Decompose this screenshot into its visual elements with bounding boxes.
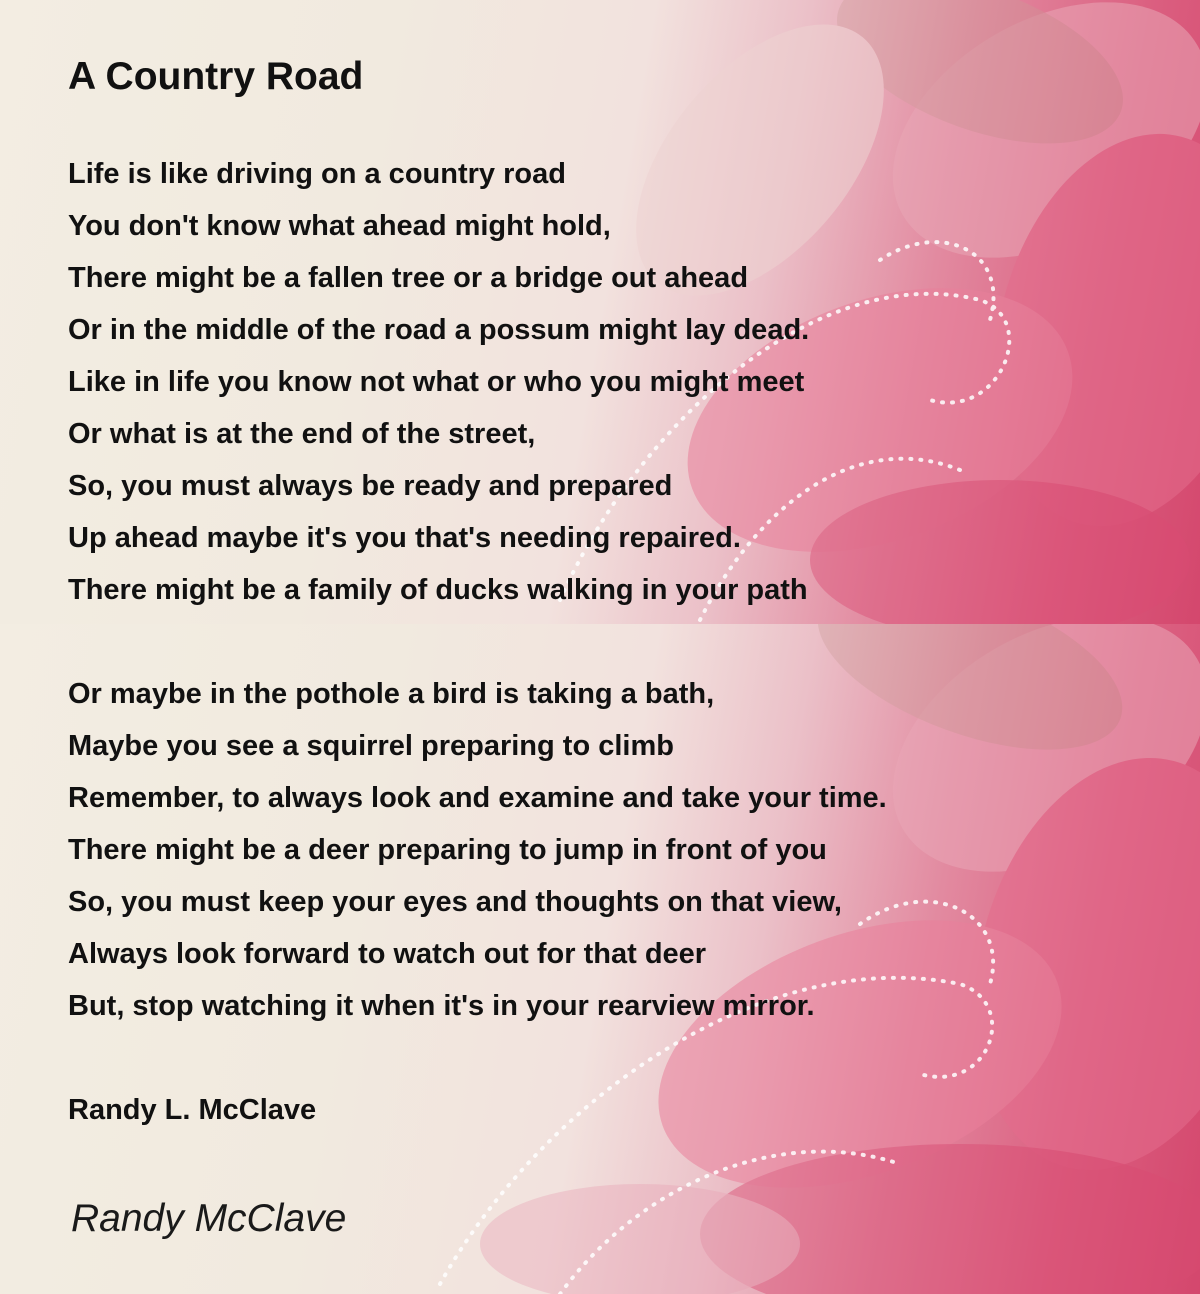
poem-line: You don't know what ahead might hold, [68, 210, 611, 242]
poem-line: There might be a family of ducks walking in your path [68, 574, 808, 606]
poem-line: Up ahead maybe it's you that's needing repaired. [68, 522, 741, 554]
poem-line: Or what is at the end of the street, [68, 418, 536, 450]
poem-content [68, 0, 1068, 1294]
poem-line: So, you must keep your eyes and thoughts on that view, [68, 886, 842, 918]
author-signature: Randy McClave [71, 1197, 347, 1240]
poem-title: A Country Road [68, 55, 364, 98]
poem-line: Always look forward to watch out for that deer [68, 938, 707, 970]
poem-line: There might be a deer preparing to jump in front of you [68, 834, 827, 866]
poem-line: Remember, to always look and examine and take your time. [68, 782, 887, 814]
poem-line: But, stop watching it when it's in your rearview mirror. [68, 990, 815, 1022]
poem-line: Life is like driving on a country road [68, 158, 566, 190]
poem-author: Randy L. McClave [68, 1094, 317, 1126]
poem-line: Or maybe in the pothole a bird is taking a bath, [68, 678, 715, 710]
poem-line: So, you must always be ready and prepared [68, 470, 673, 502]
poem-line: There might be a fallen tree or a bridge out ahead [68, 262, 749, 294]
poem-line: Maybe you see a squirrel preparing to climb [68, 730, 674, 762]
poem-line: Like in life you know not what or who you might meet [68, 366, 805, 398]
poem-line: Or in the middle of the road a possum might lay dead. [68, 314, 810, 346]
